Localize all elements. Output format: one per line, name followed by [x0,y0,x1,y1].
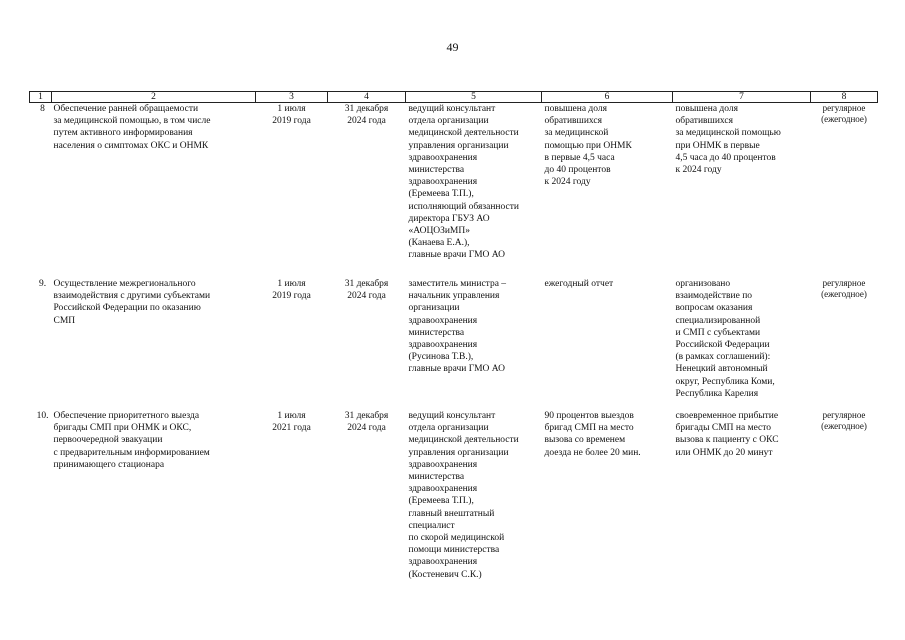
responsible: ведущий консультант отдела организации медицинской деятельности управления организации здравоохранения министерства здравоохранения (Еремеева Т.П.), исполняющий обязанности директора ГБУЗ АО «АОЦОЗиМП» (Канаева Е.А.), главные врачи ГМО АО [408,104,519,261]
column-header-6: 6 [542,92,673,103]
column-header-2: 2 [52,92,256,103]
table-row [30,410,878,585]
column-number-row [30,92,878,103]
end-date: 31 декабря 2024 года [344,104,389,127]
frequency: регулярное (ежегодное) [821,103,867,124]
result: повышена доля обратившихся за медицинской помощью при ОНМК в первые 4,5 часа до 40 процентов к 2024 году [675,104,781,176]
end-date: 31 декабря 2024 года [344,279,389,302]
indicator: ежегодный отчет [544,279,614,289]
start-date: 1 июля 2021 года [272,411,311,434]
responsible: заместитель министра – начальник управления организации здравоохранения министерства здравоохранения (Русинова Т.В.), главные врачи ГМО АО [408,279,507,375]
measure-name: Осуществление межрегионального взаимодействия с другими субъектами Российской Федерации по оказанию СМП [53,279,211,326]
row-number: 9. [38,279,47,289]
indicator: повышена доля обратившихся за медицинской помощью при ОНМК в первые 4,5 часа до 40 процентов к 2024 году [544,104,632,188]
column-header-3: 3 [256,92,328,103]
column-header-8: 8 [811,92,878,103]
measure-name: Обеспечение приоритетного выезда бригады СМП при ОНМК и ОКС, первоочередной эвакуации с предварительным информированием принимающего стационара [53,411,210,470]
page-number: 49 [446,40,459,54]
indicator: 90 процентов выездов бригад СМП на место вызова со временем доезда не более 20 мин. [544,411,641,458]
row-number: 10. [36,411,49,421]
column-header-5: 5 [406,92,542,103]
column-header-1: 1 [30,92,52,103]
row-number: 8 [40,104,45,114]
column-header-4: 4 [328,92,406,103]
responsible: ведущий консультант отдела организации медицинской деятельности управления организации здравоохранения министерства здравоохранения (Еремеева Т.П.), главный внештатный специалист по скорой медицинской помощи министерства здравоохранения (Костеневич С.К.) [408,411,519,580]
column-header-7: 7 [673,92,811,103]
frequency: регулярное (ежегодное) [821,410,867,431]
measure-name: Обеспечение ранней обращаемости за медицинской помощью, в том числе путем активного информирования населения о симптомах ОКС и ОНМК [53,104,211,151]
result: организовано взаимодействие по вопросам оказания специализированной и СМП с субъектами Российской Федерации (в рамках соглашений): Ненецкий автономный округ, Республика Коми, Республика Карелия [675,279,775,399]
frequency: регулярное (ежегодное) [821,278,867,299]
table-row [30,103,878,279]
table-row [30,278,878,410]
start-date: 1 июля 2019 года [272,279,311,302]
start-date: 1 июля 2019 года [272,104,311,127]
measures-table [29,91,878,585]
result: своевременное прибытие бригады СМП на место вызова к пациенту с ОКС или ОНМК до 20 минут [675,411,779,458]
end-date: 31 декабря 2024 года [344,411,389,434]
